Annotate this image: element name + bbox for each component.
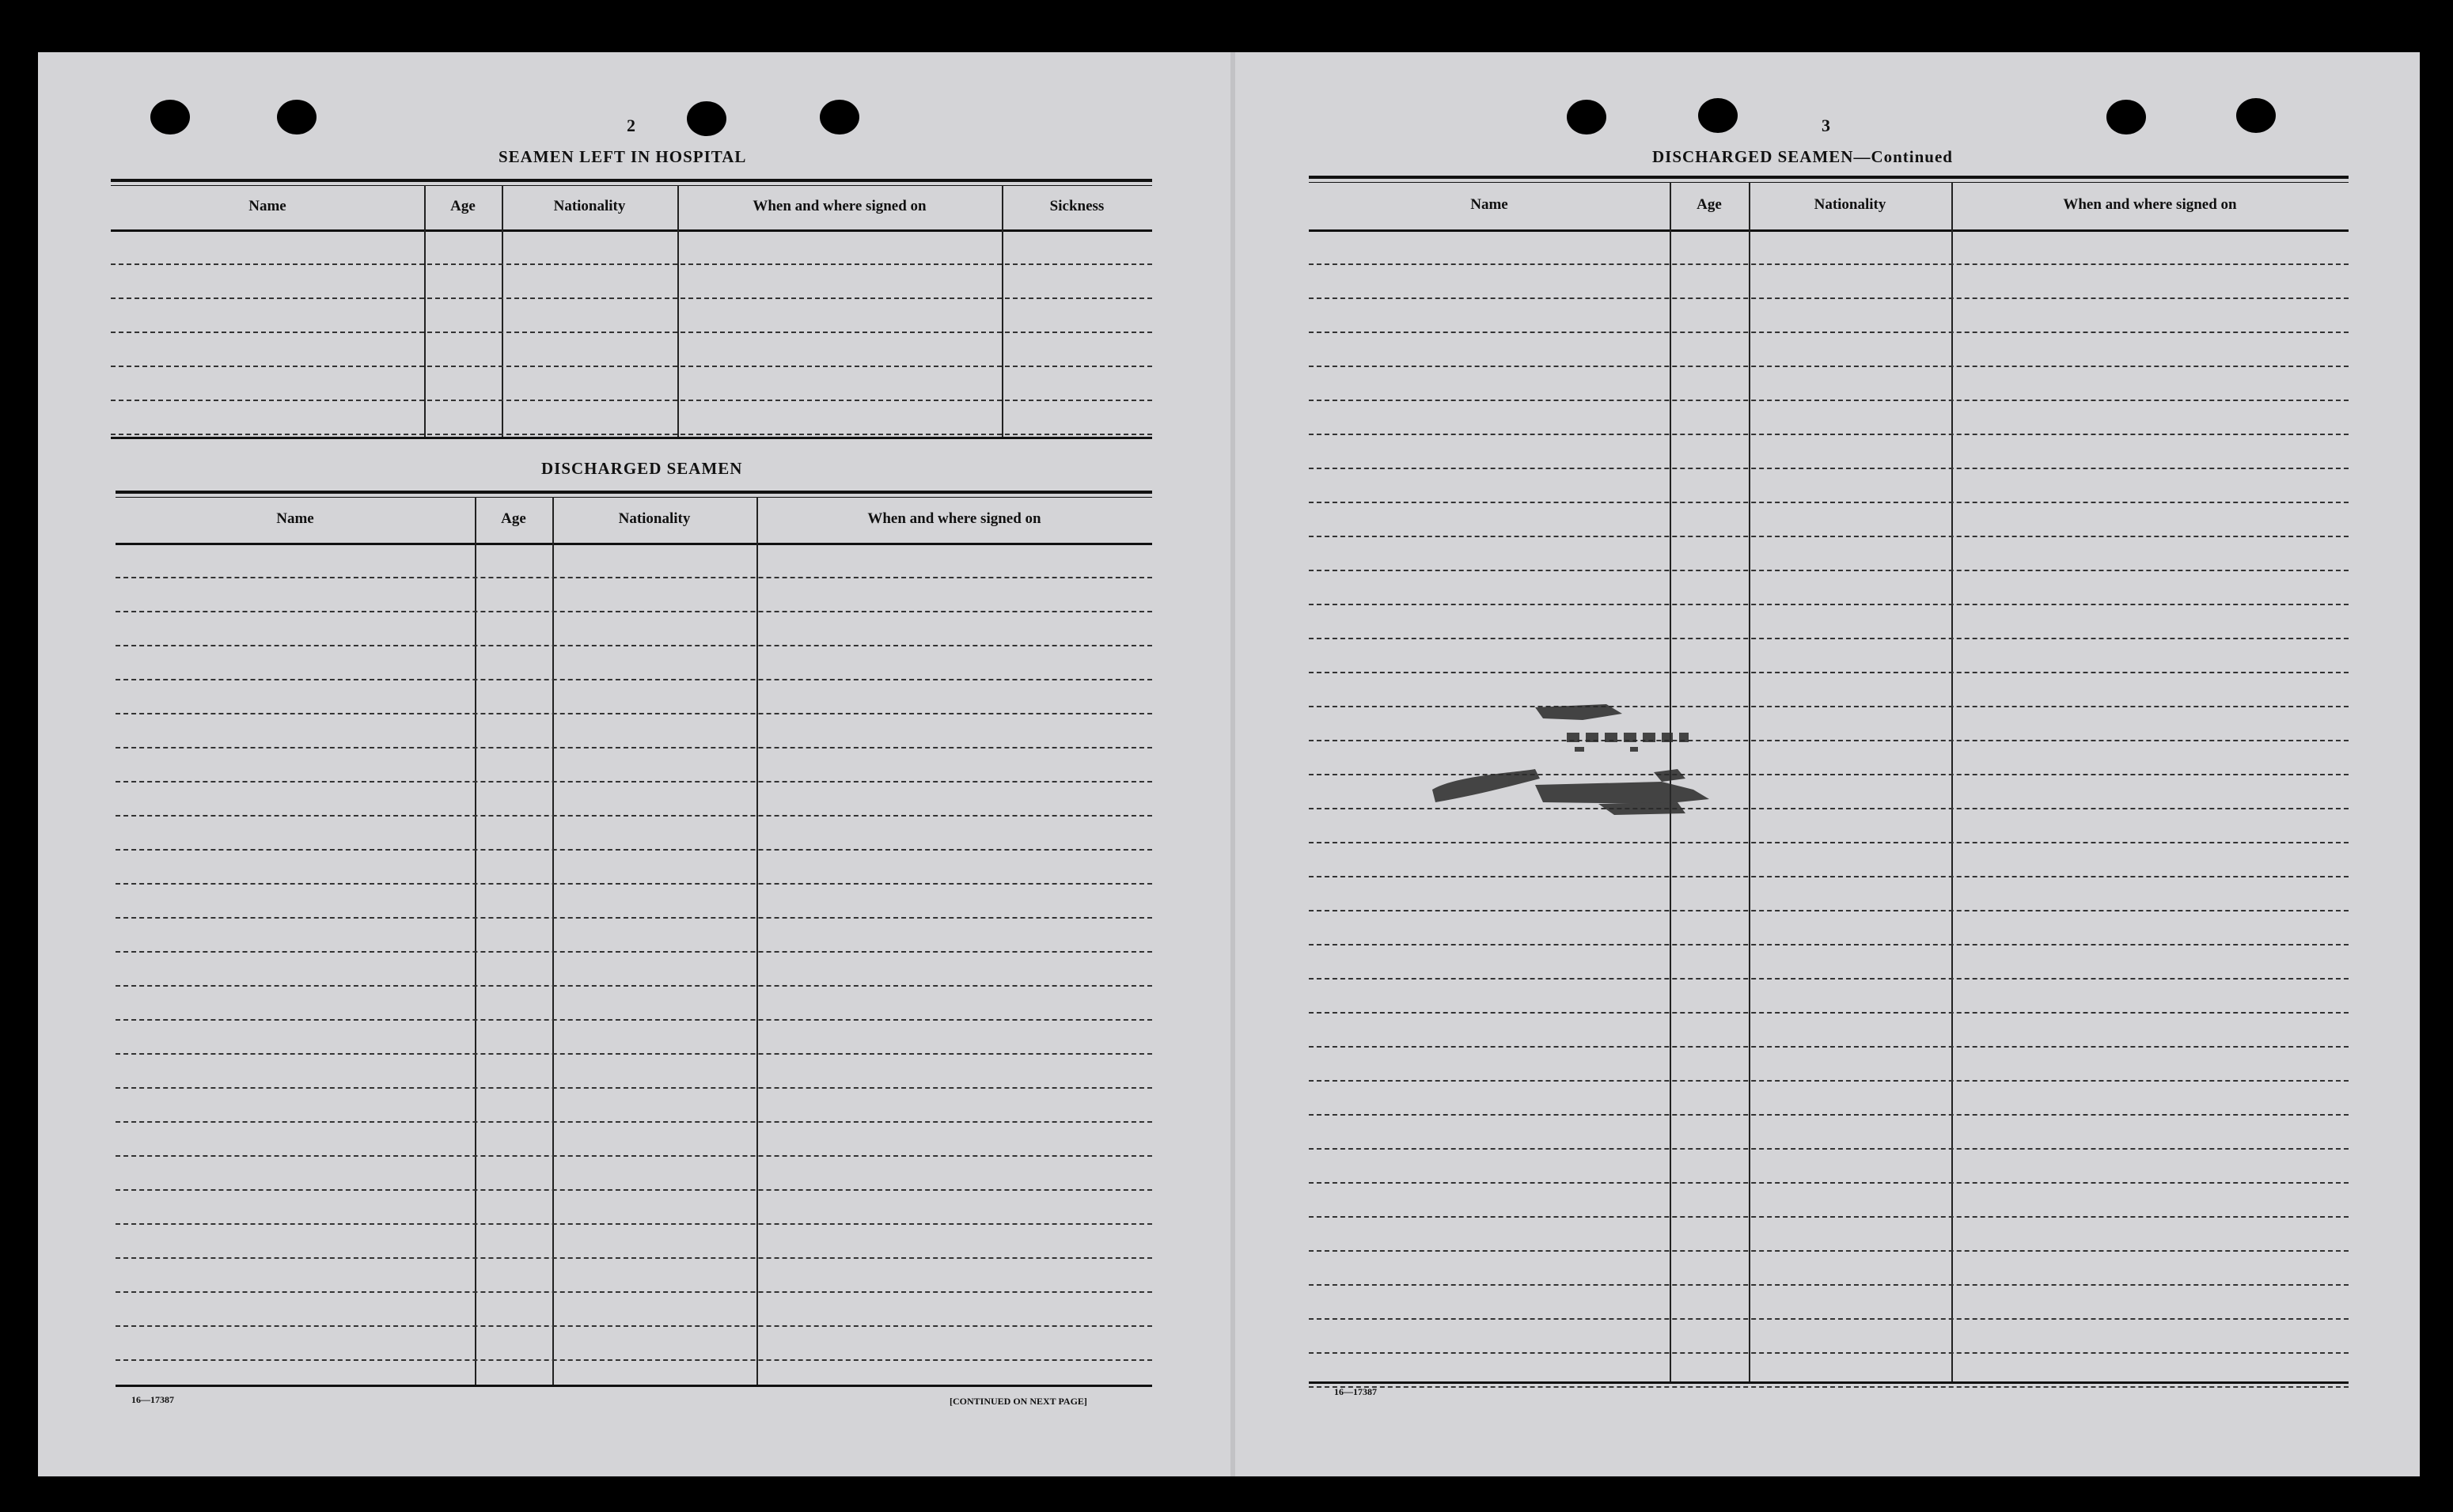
column-header: When and where signed on bbox=[753, 198, 927, 214]
continued-note: [CONTINUED ON NEXT PAGE] bbox=[950, 1396, 1087, 1407]
table-bottom-rule bbox=[1309, 1381, 2349, 1384]
column-header: Name bbox=[1470, 196, 1508, 213]
table-row bbox=[116, 679, 1152, 680]
table-row bbox=[116, 1121, 1152, 1123]
table-bottom-rule bbox=[111, 437, 1152, 439]
table-row bbox=[116, 815, 1152, 817]
table-row bbox=[116, 1325, 1152, 1327]
column-header: Age bbox=[1697, 196, 1722, 213]
form-code: 16—17387 bbox=[1334, 1386, 1377, 1397]
column-header: Age bbox=[501, 510, 526, 527]
header-top-rule bbox=[116, 491, 1152, 494]
header-top-rule bbox=[111, 179, 1152, 182]
table-row bbox=[1309, 604, 2349, 605]
table-row bbox=[116, 747, 1152, 748]
table-row bbox=[1309, 1386, 2349, 1388]
section-title: DISCHARGED SEAMEN—Continued bbox=[1652, 147, 1953, 166]
column-divider bbox=[756, 497, 758, 1385]
table-row bbox=[116, 1291, 1152, 1293]
table-row bbox=[116, 1053, 1152, 1055]
table-row bbox=[116, 577, 1152, 578]
table-row bbox=[1309, 434, 2349, 435]
column-header: Nationality bbox=[1814, 196, 1886, 213]
discharged-table bbox=[116, 491, 1152, 1385]
header-bottom-rule bbox=[1309, 229, 2349, 232]
table-bottom-rule bbox=[116, 1385, 1152, 1387]
table-row bbox=[1309, 366, 2349, 367]
table-row bbox=[1309, 1250, 2349, 1252]
table-row bbox=[116, 849, 1152, 851]
table-row bbox=[1309, 1046, 2349, 1048]
table-row bbox=[1309, 1114, 2349, 1116]
section-title: SEAMEN LEFT IN HOSPITAL bbox=[499, 147, 747, 166]
table-row bbox=[1309, 1216, 2349, 1218]
table-row bbox=[1309, 672, 2349, 673]
punch-hole bbox=[1698, 98, 1738, 133]
page-fold bbox=[1230, 52, 1235, 1476]
table-row bbox=[116, 645, 1152, 646]
table-row bbox=[116, 713, 1152, 714]
column-header: Name bbox=[248, 198, 286, 214]
header-bottom-rule bbox=[111, 229, 1152, 232]
table-row bbox=[116, 883, 1152, 885]
table-row bbox=[1309, 876, 2349, 877]
column-header: Nationality bbox=[618, 510, 691, 527]
table-row bbox=[1309, 1352, 2349, 1354]
table-row bbox=[1309, 1318, 2349, 1320]
table-row bbox=[1309, 1080, 2349, 1082]
table-row bbox=[116, 611, 1152, 612]
table-row bbox=[1309, 297, 2349, 299]
table-row bbox=[1309, 842, 2349, 843]
table-row bbox=[1309, 263, 2349, 265]
table-row bbox=[116, 1223, 1152, 1225]
ink-smudge-stamp bbox=[1424, 696, 1788, 839]
column-header: Age bbox=[450, 198, 476, 214]
page-number: 2 bbox=[627, 116, 635, 135]
table-row bbox=[1309, 944, 2349, 945]
table-row bbox=[111, 263, 1152, 265]
table-row bbox=[116, 1189, 1152, 1191]
table-row bbox=[116, 951, 1152, 953]
table-row bbox=[1309, 1284, 2349, 1286]
table-row bbox=[116, 985, 1152, 987]
punch-hole bbox=[277, 100, 317, 135]
table-row bbox=[1309, 502, 2349, 503]
column-divider bbox=[1951, 182, 1953, 1381]
column-header: Nationality bbox=[553, 198, 626, 214]
column-divider bbox=[475, 497, 476, 1385]
table-row bbox=[1309, 910, 2349, 911]
column-header: When and where signed on bbox=[867, 510, 1041, 527]
punch-hole bbox=[2106, 100, 2146, 135]
page-number: 3 bbox=[1822, 116, 1830, 135]
table-row bbox=[111, 332, 1152, 333]
table-row bbox=[1309, 536, 2349, 537]
punch-hole bbox=[1567, 100, 1606, 135]
header-top-rule bbox=[116, 497, 1152, 498]
punch-hole bbox=[150, 100, 190, 135]
table-row bbox=[116, 1155, 1152, 1157]
table-row bbox=[1309, 400, 2349, 401]
header-top-rule bbox=[111, 185, 1152, 186]
table-row bbox=[1309, 978, 2349, 980]
table-row bbox=[116, 781, 1152, 783]
header-bottom-rule bbox=[116, 543, 1152, 545]
table-row bbox=[1309, 1148, 2349, 1150]
table-row bbox=[111, 366, 1152, 367]
section-title: DISCHARGED SEAMEN bbox=[541, 459, 743, 478]
header-top-rule bbox=[1309, 182, 2349, 183]
column-divider bbox=[552, 497, 554, 1385]
table-row bbox=[1309, 1182, 2349, 1184]
form-code: 16—17387 bbox=[131, 1394, 174, 1405]
table-row bbox=[1309, 468, 2349, 469]
table-row bbox=[111, 434, 1152, 435]
table-row bbox=[116, 1087, 1152, 1089]
punch-hole bbox=[2236, 98, 2276, 133]
table-row bbox=[111, 400, 1152, 401]
column-header: When and where signed on bbox=[2063, 196, 2237, 213]
column-header: Name bbox=[276, 510, 314, 527]
header-top-rule bbox=[1309, 176, 2349, 179]
hospital-table bbox=[111, 179, 1152, 437]
table-row bbox=[1309, 1012, 2349, 1014]
table-row bbox=[1309, 638, 2349, 639]
table-row bbox=[116, 1019, 1152, 1021]
table-row bbox=[116, 1359, 1152, 1361]
punch-hole bbox=[820, 100, 859, 135]
punch-hole bbox=[687, 101, 726, 136]
table-row bbox=[116, 917, 1152, 919]
column-header: Sickness bbox=[1049, 198, 1105, 214]
table-row bbox=[1309, 570, 2349, 571]
table-row bbox=[1309, 332, 2349, 333]
table-row bbox=[111, 297, 1152, 299]
table-row bbox=[116, 1257, 1152, 1259]
